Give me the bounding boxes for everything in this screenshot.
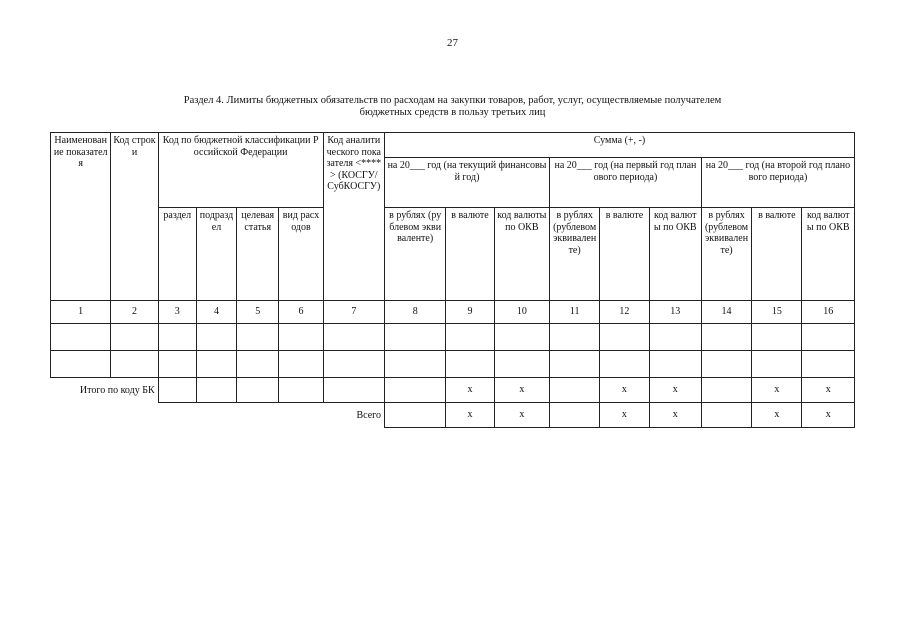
table-cell[interactable] (111, 324, 158, 351)
header-period-first: на 20___ год (на первый год планового периода) (549, 158, 701, 208)
table-cell[interactable] (385, 324, 446, 351)
table-cell[interactable] (237, 324, 279, 351)
page-number: 27 (447, 37, 458, 49)
table-cell[interactable] (111, 351, 158, 378)
column-number: 9 (446, 301, 494, 324)
column-number: 2 (111, 301, 158, 324)
table-row (51, 351, 855, 378)
table-cell[interactable] (802, 351, 855, 378)
x-mark: x (802, 378, 855, 403)
section-title-line1: Раздел 4. Лимиты бюджетных обязательств по расходам на закупки товаров, работ, услуг, осуществляемые получателем (183, 95, 722, 106)
header-p1-rub: в рублях (рублевом эквиваленте) (385, 208, 446, 301)
x-mark: x (494, 403, 549, 428)
table-cell[interactable] (549, 378, 599, 403)
header-code-row: Код строки (111, 133, 158, 301)
header-p2-val: в валюте (600, 208, 649, 301)
table-cell[interactable] (549, 403, 599, 428)
column-number: 3 (158, 301, 196, 324)
table-cell[interactable] (600, 324, 649, 351)
x-mark: x (494, 378, 549, 403)
column-number: 11 (549, 301, 599, 324)
table-cell[interactable] (196, 378, 236, 403)
column-number: 6 (279, 301, 323, 324)
header-p1-okv: код валюты по ОКВ (494, 208, 549, 301)
header-period-second: на 20___ год (на второй год планового периода) (701, 158, 854, 208)
header-celevaya: целевая статья (237, 208, 279, 301)
x-mark: x (752, 378, 802, 403)
table-cell[interactable] (701, 403, 751, 428)
x-mark: x (649, 378, 701, 403)
table-cell[interactable] (237, 378, 279, 403)
table-row (51, 324, 855, 351)
table-cell[interactable] (446, 351, 494, 378)
table-cell[interactable] (158, 324, 196, 351)
table-cell[interactable] (802, 324, 855, 351)
table-cell[interactable] (385, 403, 446, 428)
table-cell[interactable] (323, 324, 384, 351)
header-period-current: на 20___ год (на текущий финансовый год) (385, 158, 550, 208)
total-bk-row (51, 378, 855, 403)
table-cell[interactable] (649, 324, 701, 351)
x-mark: x (446, 403, 494, 428)
column-number: 5 (237, 301, 279, 324)
section-title (100, 95, 805, 119)
header-p1-val: в валюте (446, 208, 494, 301)
header-sum: Сумма (+, -) (385, 133, 855, 158)
header-p3-val: в валюте (752, 208, 802, 301)
total-bk-label: Итого по коду БК (79, 384, 155, 396)
header-p2-okv: код валюты по ОКВ (649, 208, 701, 301)
column-number: 7 (323, 301, 384, 324)
header-p3-rub: в рублях (рублевом эквиваленте) (701, 208, 751, 301)
column-number: 16 (802, 301, 855, 324)
table-cell[interactable] (158, 378, 196, 403)
table-cell[interactable] (196, 351, 236, 378)
limits-table (50, 132, 855, 428)
header-p2-rub: в рублях (рублевом эквиваленте) (549, 208, 599, 301)
total-label: Всего (356, 409, 381, 421)
table-cell[interactable] (494, 324, 549, 351)
column-number: 1 (51, 301, 111, 324)
table-cell[interactable] (701, 378, 751, 403)
header-p3-okv: код валюты по ОКВ (802, 208, 855, 301)
table-cell[interactable] (196, 324, 236, 351)
table-cell[interactable] (549, 324, 599, 351)
column-numbers-row (51, 301, 855, 324)
total-row (51, 403, 855, 428)
table-cell[interactable] (385, 351, 446, 378)
table-cell[interactable] (701, 324, 751, 351)
table-cell[interactable] (600, 351, 649, 378)
table-cell[interactable] (158, 351, 196, 378)
x-mark: x (752, 403, 802, 428)
header-bk-code: Код по бюджетной классификации Российской Федерации (158, 133, 323, 208)
section-title-line2: бюджетных средств в пользу третьих лиц (359, 107, 546, 118)
table-cell[interactable] (323, 351, 384, 378)
table-cell[interactable] (51, 351, 111, 378)
table-cell[interactable] (752, 351, 802, 378)
table-cell[interactable] (279, 351, 323, 378)
header-name: Наименование показателя (51, 133, 111, 301)
column-number: 12 (600, 301, 649, 324)
table-cell[interactable] (649, 351, 701, 378)
column-number: 4 (196, 301, 236, 324)
column-number: 8 (385, 301, 446, 324)
table-cell[interactable] (701, 351, 751, 378)
table-cell[interactable] (279, 378, 323, 403)
header-analytic-code: Код аналитического показателя <****> (КОСГУ/ СубКОСГУ) (323, 133, 384, 301)
table-cell[interactable] (279, 324, 323, 351)
column-number: 13 (649, 301, 701, 324)
table-cell[interactable] (494, 351, 549, 378)
x-mark: x (600, 378, 649, 403)
column-number: 15 (752, 301, 802, 324)
header-razdel: раздел (158, 208, 196, 301)
table-cell[interactable] (446, 324, 494, 351)
x-mark: x (446, 378, 494, 403)
header-podrazdel: подраздел (196, 208, 236, 301)
table-cell[interactable] (385, 378, 446, 403)
column-number: 14 (701, 301, 751, 324)
table-cell[interactable] (323, 378, 384, 403)
table-cell[interactable] (752, 324, 802, 351)
header-vid: вид расходов (279, 208, 323, 301)
table-cell[interactable] (237, 351, 279, 378)
column-number: 10 (494, 301, 549, 324)
x-mark: x (600, 403, 649, 428)
x-mark: x (649, 403, 701, 428)
x-mark: x (802, 403, 855, 428)
table-cell[interactable] (51, 324, 111, 351)
table-cell[interactable] (549, 351, 599, 378)
